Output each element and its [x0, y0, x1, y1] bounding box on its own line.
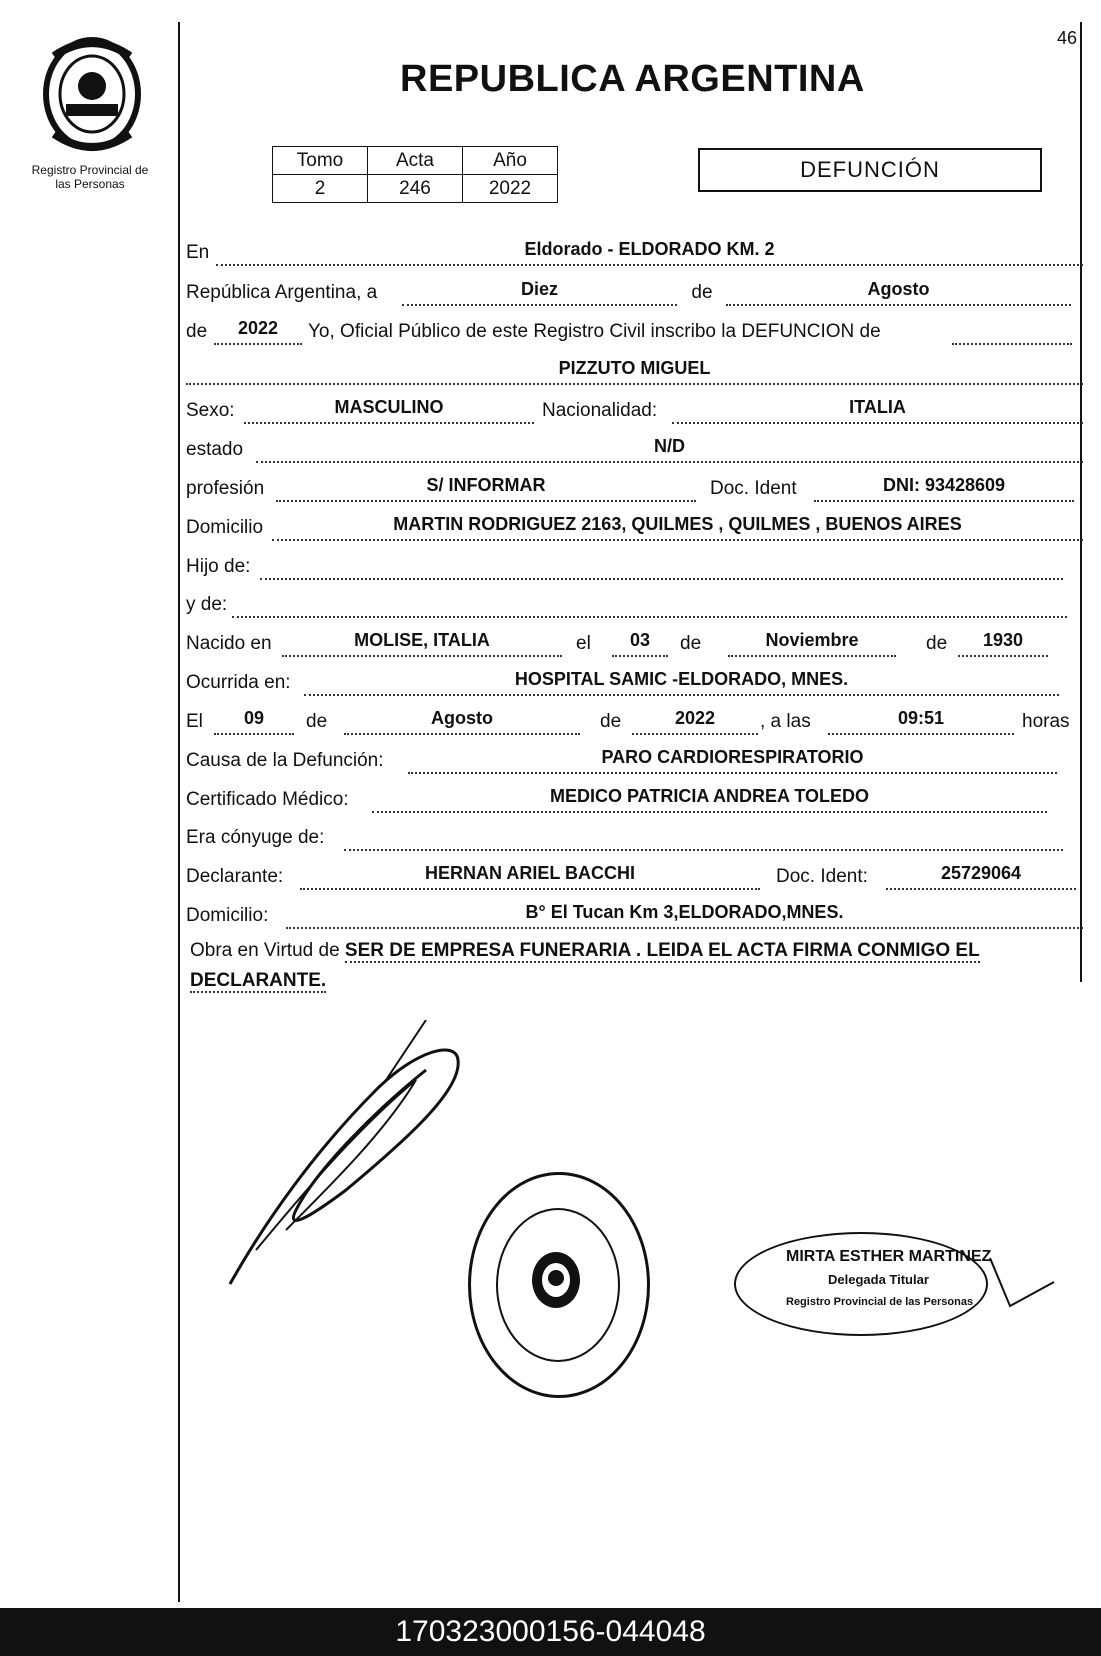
hijo-de-field — [260, 548, 1063, 580]
domicilio-field: MARTIN RODRIGUEZ 2163, QUILMES , QUILMES , BUENOS AIRES — [272, 509, 1083, 541]
row-lugar: En Eldorado - ELDORADO KM. 2 — [186, 236, 1083, 270]
y-de-field — [232, 586, 1067, 618]
acta-header: Acta — [368, 147, 463, 175]
nac-dia-field: 03 — [612, 625, 668, 657]
registry-label: Registro Provincial de las Personas — [31, 163, 149, 191]
mes-field: Agosto — [726, 274, 1071, 306]
row-domicilio: Domicilio MARTIN RODRIGUEZ 2163, QUILMES , QUILMES , BUENOS AIRES — [186, 511, 1083, 545]
oficial-blank — [952, 313, 1072, 345]
page-number: 46 — [1056, 28, 1077, 48]
declarante-doc-field: 25729064 — [886, 858, 1076, 890]
row-estado: estado N/D — [186, 433, 1083, 467]
row-certificado: Certificado Médico: MEDICO PATRICIA ANDREA TOLEDO — [186, 783, 1083, 817]
province-seal — [36, 34, 148, 154]
row-y-de: y de: — [186, 588, 1083, 622]
ocurrida-field: HOSPITAL SAMIC -ELDORADO, MNES. — [304, 664, 1059, 696]
tomo-header: Tomo — [273, 147, 368, 175]
def-mes-field: Agosto — [344, 703, 580, 735]
def-anio-field: 2022 — [632, 703, 758, 735]
obra-en-virtud: Obra en Virtud de SER DE EMPRESA FUNERARIA . LEIDA EL ACTA FIRMA CONMIGO EL DECLARANTE. — [190, 940, 980, 991]
row-causa: Causa de la Defunción: PARO CARDIORESPIRATORIO — [186, 744, 1083, 778]
anio-header: Año — [463, 147, 558, 175]
obra-field: SER DE EMPRESA FUNERARIA . LEIDA EL ACTA FIRMA CONMIGO EL DECLARANTE. — [190, 940, 980, 991]
official-role: Delegada Titular — [828, 1272, 929, 1287]
nombre-field: PIZZUTO MIGUEL — [186, 353, 1083, 385]
signature — [226, 1020, 476, 1290]
row-fecha: República Argentina, a Diez de Agosto — [186, 276, 1083, 310]
declarante-field: HERNAN ARIEL BACCHI — [300, 858, 760, 890]
anio-value: 2022 — [463, 175, 558, 203]
anio-field: 2022 — [214, 313, 302, 345]
tomo-value: 2 — [273, 175, 368, 203]
conyuge-field — [344, 819, 1063, 851]
official-office: Registro Provincial de las Personas — [786, 1296, 974, 1308]
official-flourish — [988, 1252, 1058, 1312]
row-profesion: profesión S/ INFORMAR Doc. Ident DNI: 93428609 — [186, 472, 1083, 506]
nacionalidad-field: ITALIA — [672, 392, 1083, 424]
certificado-field: MEDICO PATRICIA ANDREA TOLEDO — [372, 781, 1047, 813]
row-declarante-domicilio: Domicilio: B° El Tucan Km 3,ELDORADO,MNES. — [186, 899, 1083, 933]
acta-value: 246 — [368, 175, 463, 203]
barcode-number: 170323000156-044048 — [0, 1608, 1101, 1656]
nac-anio-field: 1930 — [958, 625, 1048, 657]
dni-field: DNI: 93428609 — [814, 470, 1074, 502]
row-nombre — [186, 355, 1083, 389]
sexo-field: MASCULINO — [244, 392, 534, 424]
stamp-emblem — [528, 1248, 584, 1312]
profesion-field: S/ INFORMAR — [276, 470, 696, 502]
dia-field: Diez — [402, 274, 677, 306]
lugar-field: Eldorado - ELDORADO KM. 2 — [216, 234, 1083, 266]
declarante-domicilio-field: B° El Tucan Km 3,ELDORADO,MNES. — [286, 897, 1083, 929]
causa-field: PARO CARDIORESPIRATORIO — [408, 742, 1057, 774]
row-ocurrida: Ocurrida en: HOSPITAL SAMIC -ELDORADO, MNES. — [186, 666, 1083, 700]
nac-mes-field: Noviembre — [728, 625, 896, 657]
row-hijo-de: Hijo de: — [186, 550, 1083, 584]
row-declarante: Declarante: HERNAN ARIEL BACCHI Doc. Ident: 25729064 — [186, 860, 1083, 894]
def-hora-field: 09:51 — [828, 703, 1014, 735]
document-type: DEFUNCIÓN — [698, 148, 1042, 192]
row-sexo: Sexo: MASCULINO Nacionalidad: ITALIA — [186, 394, 1083, 428]
row-conyuge: Era cónyuge de: — [186, 821, 1083, 855]
def-dia-field: 09 — [214, 703, 294, 735]
estado-field: N/D — [256, 431, 1083, 463]
row-nacido: Nacido en MOLISE, ITALIA el 03 de Noviembre de 1930 — [186, 627, 1083, 661]
row-oficial: de 2022 Yo, Oficial Público de este Registro Civil inscribo la DEFUNCION de — [186, 315, 1083, 349]
row-defuncion-fecha: El 09 de Agosto de 2022 , a las 09:51 horas — [186, 705, 1083, 739]
page-title: REPUBLICA ARGENTINA — [400, 58, 865, 100]
official-name: MIRTA ESTHER MARTINEZ — [786, 1248, 992, 1265]
nacido-en-field: MOLISE, ITALIA — [282, 625, 562, 657]
left-margin-line — [178, 22, 180, 1602]
acta-table — [272, 146, 558, 203]
